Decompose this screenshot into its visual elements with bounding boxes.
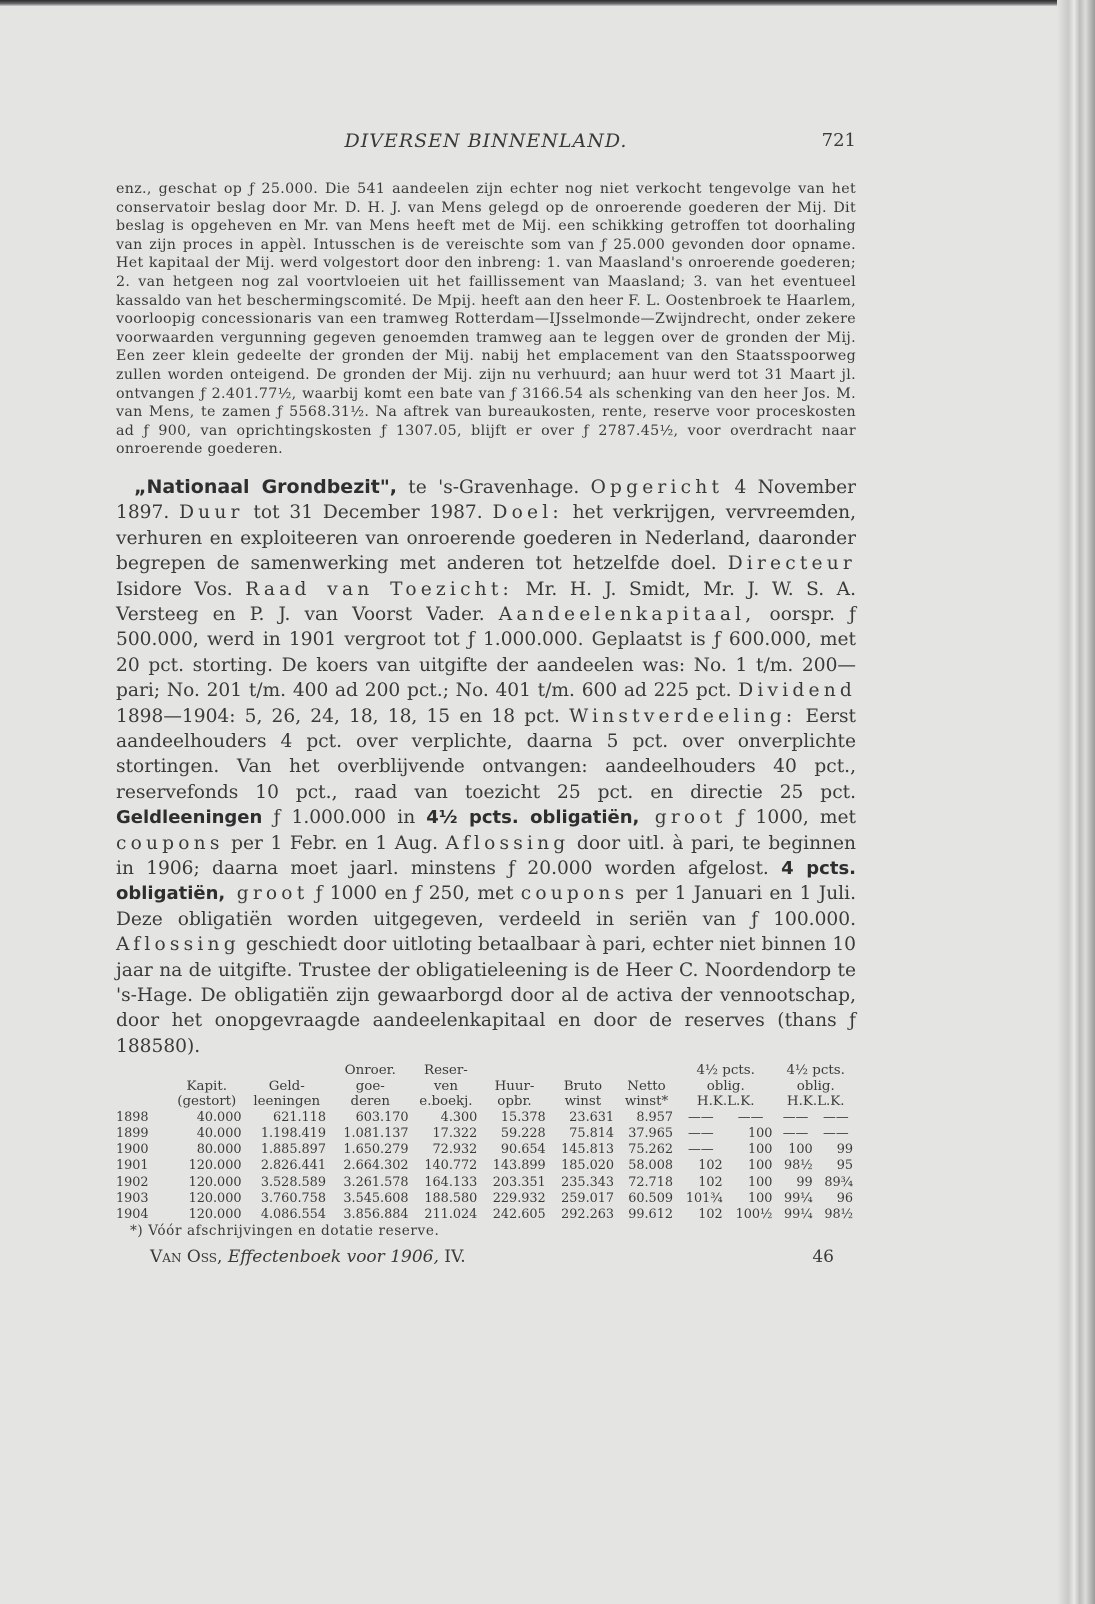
page-number: 721 <box>821 130 856 151</box>
label-groot: groot <box>225 883 309 905</box>
table-header-row-1: Onroer. Reser- 4½ pcts. 4½ pcts. <box>344 1063 845 1079</box>
table-cell: 102 <box>698 1206 723 1222</box>
table-cell: 72.718 <box>628 1174 673 1190</box>
table-cell: 100 <box>747 1142 773 1158</box>
table-cell: 211.024 <box>424 1206 478 1222</box>
row-year: 1904 <box>116 1206 149 1222</box>
table-cell: 40.000 <box>196 1109 242 1125</box>
label-aflossing: Aflossing <box>445 832 570 854</box>
table-cell: 3.760.758 <box>260 1190 326 1206</box>
running-header <box>116 120 856 150</box>
table-cell: 80.000 <box>196 1142 242 1158</box>
financial-table <box>116 1063 856 1223</box>
table-cell: —— <box>688 1125 714 1141</box>
table-cell: 37.965 <box>628 1125 673 1141</box>
table-row <box>116 1126 856 1142</box>
label-winstverdeeling: Winstverdeeling: <box>569 705 797 727</box>
table-cell: 3.528.589 <box>260 1174 326 1190</box>
page-footer <box>116 1247 856 1273</box>
table-cell: 100 <box>747 1190 773 1206</box>
table-cell: 3.261.578 <box>343 1174 409 1190</box>
table-cell: 101¾ <box>685 1190 723 1206</box>
table-cell: 58.008 <box>628 1158 673 1174</box>
book-spine-edge <box>1057 0 1095 1604</box>
table-cell: 15.378 <box>500 1109 546 1125</box>
table-cell: 164.133 <box>424 1174 478 1190</box>
table-cell: 17.322 <box>432 1125 478 1141</box>
label-coupons: coupons <box>520 883 629 905</box>
label-geldleeningen: Geldleeningen <box>116 807 263 829</box>
table-cell: 100 <box>747 1174 773 1190</box>
table-cell: 99¼ <box>783 1206 813 1222</box>
table-cell: 98½ <box>824 1206 853 1222</box>
row-year: 1903 <box>116 1190 149 1206</box>
table-row <box>116 1158 856 1174</box>
table-cell: 120.000 <box>188 1174 242 1190</box>
table-cell: 1.081.137 <box>343 1125 409 1141</box>
table-cell: 23.631 <box>569 1109 615 1125</box>
row-year: 1899 <box>116 1125 149 1141</box>
table-cell: 242.605 <box>492 1206 546 1222</box>
table-cell: 102 <box>698 1174 723 1190</box>
table-cell: 59.228 <box>500 1125 546 1141</box>
table-cell: 3.545.608 <box>343 1190 409 1206</box>
table-cell: 120.000 <box>188 1190 242 1206</box>
signature-mark: 46 <box>812 1247 834 1268</box>
row-year: 1900 <box>116 1142 149 1158</box>
table-cell: 2.826.441 <box>260 1158 326 1174</box>
table-cell: 102 <box>698 1158 723 1174</box>
table-cell: 100 <box>788 1142 813 1158</box>
table-cell: —— <box>737 1109 764 1125</box>
table-cell: 98½ <box>783 1158 813 1174</box>
table-cell: 40.000 <box>196 1125 242 1141</box>
row-year: 1902 <box>116 1174 149 1190</box>
table-footnote: *) Vóór afschrijvingen en dotatie reserve. <box>130 1223 440 1240</box>
table-cell: 259.017 <box>561 1190 615 1206</box>
table-cell: 143.899 <box>492 1158 546 1174</box>
table-cell: —— <box>688 1109 714 1125</box>
table-cell: —— <box>782 1125 809 1141</box>
table-cell: 4.086.554 <box>260 1206 326 1222</box>
table-cell: 120.000 <box>188 1158 242 1174</box>
table-header-row-2: Kapit. Geld- goe- ven Huur- Bruto Netto oblig. oblig. <box>186 1078 835 1094</box>
label-duur: Duur <box>179 502 244 524</box>
table-cell: 75.262 <box>628 1142 673 1158</box>
table-cell: 3.856.884 <box>343 1206 409 1222</box>
table-cell: 2.664.302 <box>343 1158 409 1174</box>
table-cell: 99 <box>836 1142 853 1158</box>
running-title: DIVERSEN BINNENLAND. <box>344 130 628 152</box>
table-cell: 100 <box>747 1158 773 1174</box>
intro-paragraph: enz., geschat op ƒ 25.000. Die 541 aandeelen zijn echter nog niet verkocht tengevolge van het conservatoir beslag door Mr. D. H. J. van Mens gelegd op de onroerende goederen der Mij. Dit beslag is opgeheven en Mr. van Mens heeft met de Mij. een schikking getroffen tot doorhaling van zijn proces in appèl. Intusschen is de vereischte som van ƒ 25.000 gevonden door opname. Het kapitaal der Mij. werd volgestort door den inbreng: 1. van Maasland's onroerende goederen; 2. van hetgeen nog zal voortvloeien uit het faillissement van Maasland; 3. van het eventueel kassaldo van het beschermingscomité. De Mpij. heeft aan den heer F. L. Oostenbroek te Haarlem, voorloopig concessionaris van een tramweg Rotterdam—IJsselmonde—Zwijndrecht, onder zekere voorwaarden vergunning gegeven genoemden tramweg aan te leggen over de gronden der Mij. Een zeer klein gedeelte der gronden der Mij. nabij het emplacement van den Staatsspoorweg zullen worden onteigend. De gronden der Mij. zijn nu verhuurd; aan huur werd tot 31 Maart jl. ontvangen ƒ 2.401.77½, waarbij komt een bate van ƒ 3166.54 als schenking van den heer Jos. M. van Mens, te zamen ƒ 5568.31½. Na aftrek van bureaukosten, rente, reserve voor proceskosten ad ƒ 900, van oprichtingskosten ƒ 1307.05, blijft er over ƒ 2787.45½, voor overdracht naar onroerende goederen. <box>116 181 856 458</box>
label-4half-pct-obligations: 4½ pcts. obligatiën, <box>426 807 640 829</box>
table-row <box>116 1191 856 1207</box>
row-year: 1901 <box>116 1158 149 1174</box>
label-groot: groot <box>639 807 727 829</box>
table-row <box>116 1110 856 1126</box>
table-cell: 235.343 <box>561 1174 615 1190</box>
label-raad-van-toezicht: Raad van Toezicht: <box>245 578 513 600</box>
table-cell: 8.957 <box>636 1109 673 1125</box>
table-row <box>116 1142 856 1158</box>
table-cell: 99.612 <box>628 1206 673 1222</box>
table-row <box>116 1207 856 1223</box>
table-header-row-3: (gestort) leeningen deren e.boekj. opbr. winst winst* H.K.L.K. H.K.L.K. <box>177 1094 845 1110</box>
table-cell: 96 <box>836 1190 853 1206</box>
table-cell: 145.813 <box>561 1142 615 1158</box>
table-row <box>116 1175 856 1191</box>
table-cell: 100 <box>747 1125 773 1141</box>
table-cell: 203.351 <box>492 1174 546 1190</box>
table-cell: 292.263 <box>561 1206 615 1222</box>
table-cell: 89¾ <box>824 1174 853 1190</box>
table-cell: 185.020 <box>561 1158 615 1174</box>
table-cell: 188.580 <box>424 1190 478 1206</box>
table-cell: 72.932 <box>432 1142 478 1158</box>
table-cell: 603.170 <box>355 1109 409 1125</box>
row-year: 1898 <box>116 1109 149 1125</box>
table-cell: 4.300 <box>440 1109 478 1125</box>
table-cell: 229.932 <box>492 1190 546 1206</box>
table-cell: 1.198.419 <box>260 1125 326 1141</box>
table-cell: —— <box>688 1142 714 1158</box>
table-cell: 120.000 <box>188 1206 242 1222</box>
table-cell: —— <box>782 1109 809 1125</box>
label-aflossing: Aflossing <box>116 934 240 956</box>
table-cell: 75.814 <box>569 1125 615 1141</box>
label-dividend: Dividend <box>738 680 856 702</box>
table-cell: 1.885.897 <box>260 1142 326 1158</box>
table-cell: 1.650.279 <box>343 1142 409 1158</box>
label-doel: Doel: <box>492 502 563 524</box>
table-cell: 140.772 <box>424 1158 478 1174</box>
company-entry: „Nationaal Grondbezit", te 's-Gravenhage. Opgericht 4 November 1897. Duur tot 31 December 1987. Doel: het verkrijgen, vervreemden, verhuren en exploiteeren van onroerende goederen in Nederland, daaronder begrepen de samenwerking met anderen tot hetzelfde doel. Directeur Isidore Vos. Raad van Toezicht: Mr. H. J. Smidt, Mr. J. W. S. A. Versteeg en P. J. van Voorst Vader. Aandeelenkapitaal, oorspr. ƒ 500.000, werd in 1901 vergroot tot ƒ 1.000.000. Geplaatst is ƒ 600.000, met 20 pct. storting. De koers van uitgifte der aandeelen was: No. 1 t/m. 200—pari; No. 201 t/m. 400 ad 200 pct.; No. 401 t/m. 600 ad 225 pct. Dividend 1898—1904: 5, 26, 24, 18, 18, 15 en 18 pct. Winstverdeeling: Eerst aandeelhouders 4 pct. over verplichte, daarna 5 pct. over onverplichte stortingen. Van het overblijvende ontvangen: aandeelhouders 40 pct., reservefonds 10 pct., raad van toezicht 25 pct. en directie 25 pct. Geldleeningen ƒ 1.000.000 in 4½ pcts. obligatiën, groot ƒ 1000, met coupons per 1 Febr. en 1 Aug. Aflossing door uitl. à pari, te beginnen in 1906; daarna moet jaarl. minstens ƒ 20.000 worden afgelost. 4 pcts. obligatiën, groot ƒ 1000 en ƒ 250, met coupons per 1 Januari en 1 Juli. Deze obligatiën worden uitgegeven, verdeeld in seriën van ƒ 100.000. Aflossing geschiedt door uitloting betaalbaar à pari, echter niet binnen 10 jaar na de uitgifte. Trustee der obligatieleening is de Heer C. Noordendorp te 's-Hage. De obligatiën zijn gewaarborgd door al de activa der vennootschap, door het onopgevraagde aandeelenkapitaal en door de reserves (thans ƒ 188580). <box>116 475 856 1057</box>
label-4-pct-obligations: 4 pcts. obligatiën, <box>116 858 856 905</box>
table-cell: —— <box>823 1109 849 1125</box>
table-cell: 99¼ <box>783 1190 813 1206</box>
table-cell: 95 <box>836 1158 853 1174</box>
label-coupons: coupons <box>116 832 224 854</box>
table-cell: 621.118 <box>273 1109 326 1125</box>
company-name: „Nationaal Grondbezit", <box>134 475 397 498</box>
table-cell: 100½ <box>735 1206 773 1222</box>
table-cell: 90.654 <box>500 1142 546 1158</box>
label-directeur: Directeur <box>727 553 856 575</box>
label-opgericht: Opgericht <box>590 476 724 498</box>
book-page <box>116 120 856 1273</box>
table-cell: —— <box>823 1125 849 1141</box>
label-aandeelenkapitaal: Aandeelenkapitaal, <box>498 603 756 625</box>
table-cell: 99 <box>796 1174 813 1190</box>
source-citation: Van Oss, Effectenboek voor 1906, IV. <box>150 1247 466 1268</box>
table-cell: 60.509 <box>628 1190 673 1206</box>
scan-top-edge <box>0 0 1095 6</box>
